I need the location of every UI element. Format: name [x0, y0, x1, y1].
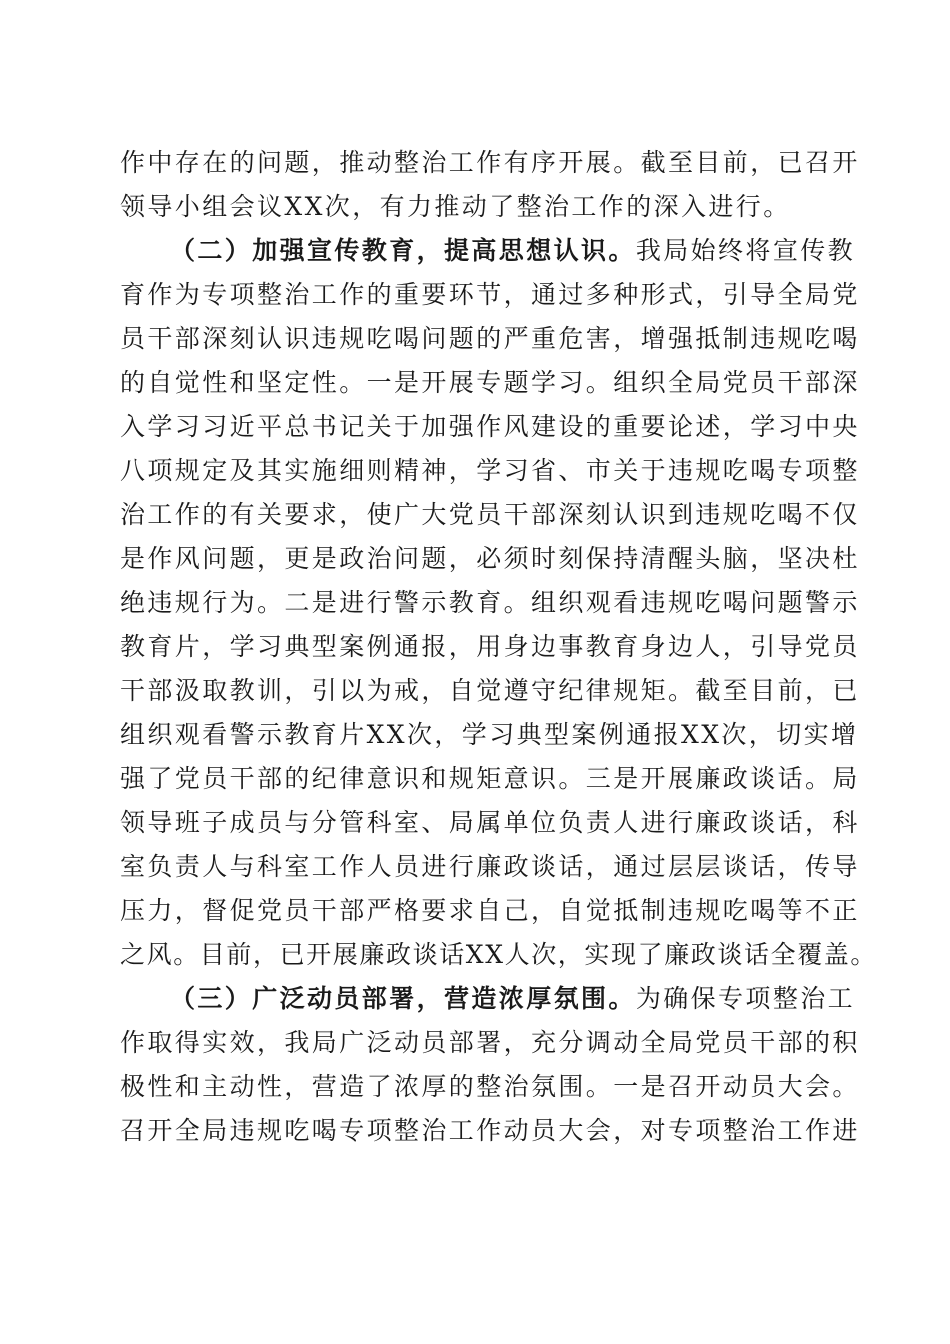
paragraph-line: 育作为专项整治工作的重要环节，通过多种形式，引导全局党	[120, 280, 860, 309]
paragraph-text: 我局始终将宣传教	[635, 236, 856, 265]
paragraph-line: 员干部深刻认识违规吃喝问题的严重危害，增强抵制违规吃喝	[120, 324, 860, 353]
section-heading-3: （三）广泛动员部署，营造浓厚氛围。	[170, 984, 636, 1013]
section-heading-2: （二）加强宣传教育，提高思想认识。	[170, 236, 636, 265]
paragraph-line: 压力，督促党员干部严格要求自己，自觉抵制违规吃喝等不正	[120, 896, 860, 925]
section-2-first-line	[170, 236, 856, 266]
paragraph-line: 是作风问题，更是政治问题，必须时刻保持清醒头脑，坚决杜	[120, 544, 860, 573]
paragraph-line: 之风。目前，已开展廉政谈话XX人次，实现了廉政谈话全覆盖。	[120, 940, 877, 969]
paragraph-line: 的自觉性和坚定性。一是开展专题学习。组织全局党员干部深	[120, 368, 860, 397]
paragraph-line: 治工作的有关要求，使广大党员干部深刻认识到违规吃喝不仅	[120, 500, 860, 529]
paragraph-line: 召开全局违规吃喝专项整治工作动员大会，对专项整治工作进	[120, 1116, 860, 1145]
paragraph-line: 组织观看警示教育片XX次，学习典型案例通报XX次，切实增	[120, 720, 859, 749]
paragraph-line: 领导小组会议XX次，有力推动了整治工作的深入进行。	[120, 192, 791, 221]
section-3-first-line	[170, 984, 856, 1014]
paragraph-line: 八项规定及其实施细则精神，学习省、市关于违规吃喝专项整	[120, 456, 860, 485]
paragraph-line: 干部汲取教训，引以为戒，自觉遵守纪律规矩。截至目前，已	[120, 676, 860, 705]
paragraph-line: 极性和主动性，营造了浓厚的整治氛围。一是召开动员大会。	[120, 1072, 860, 1101]
paragraph-line: 作中存在的问题，推动整治工作有序开展。截至目前，已召开	[120, 148, 860, 177]
paragraph-line: 室负责人与科室工作人员进行廉政谈话，通过层层谈话，传导	[120, 852, 860, 881]
paragraph-line: 强了党员干部的纪律意识和规矩意识。三是开展廉政谈话。局	[120, 764, 860, 793]
paragraph-line: 绝违规行为。二是进行警示教育。组织观看违规吃喝问题警示	[120, 588, 860, 617]
paragraph-line: 教育片，学习典型案例通报，用身边事教育身边人，引导党员	[120, 632, 860, 661]
paragraph-line: 作取得实效，我局广泛动员部署，充分调动全局党员干部的积	[120, 1028, 860, 1057]
paragraph-line: 入学习习近平总书记关于加强作风建设的重要论述，学习中央	[120, 412, 860, 441]
paragraph-text: 为确保专项整治工	[635, 984, 856, 1013]
paragraph-line: 领导班子成员与分管科室、局属单位负责人进行廉政谈话，科	[120, 808, 860, 837]
